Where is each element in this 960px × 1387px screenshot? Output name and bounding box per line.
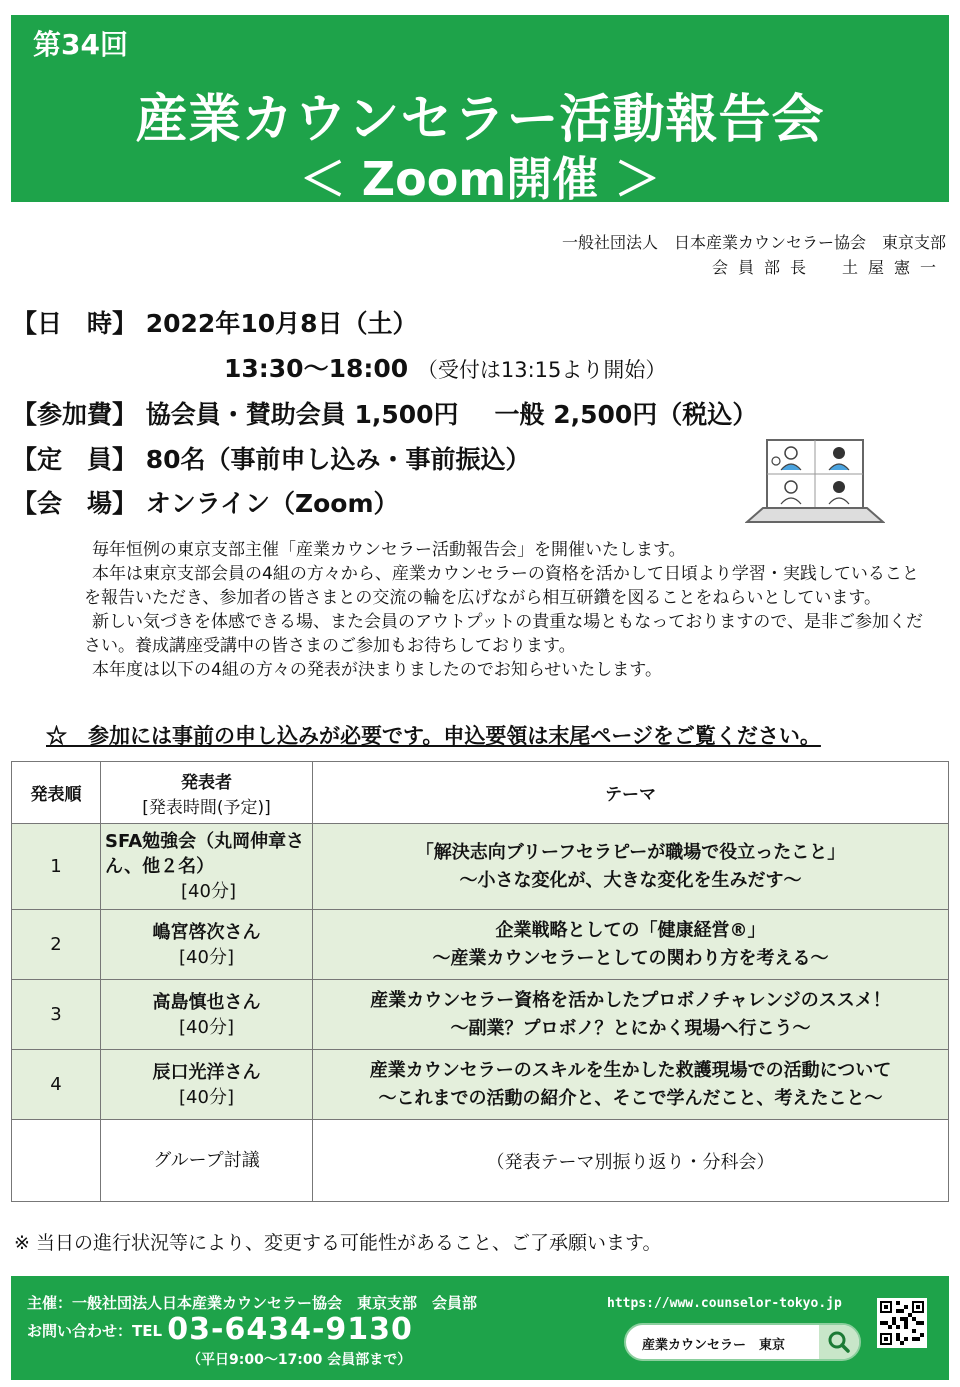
capacity-value: 80名（事前申し込み・事前振込） [145,445,531,474]
registration-notice: ☆ 参加には事前の申し込みが必要です。申込要領は末尾ページをご覧ください。 [46,723,821,748]
header-presenter [101,762,313,824]
row-presenter: グループ討議 [101,1120,313,1202]
theme-subtitle: ～産業カウンセラーとしての関わり方を考える～ [432,947,829,969]
header-presenter-sub: [発表時間(予定)] [142,797,271,818]
venue-label: 【会 場】 [12,489,138,518]
event-title: 産業カウンセラー活動報告会 [135,90,825,150]
footnote: ※ 当日の進行状況等により、変更する可能性があること、ご了承願います。 [14,1232,662,1254]
event-round: 第34回 [33,28,128,61]
theme-subtitle: ～小さな変化が、大きな変化を生みだす～ [459,869,802,891]
organizer-line1: 一般社団法人 日本産業カウンセラー協会 東京支部 [561,233,946,252]
contact-info [27,1312,413,1347]
theme-subtitle: ～これまでの活動の紹介と、そこで学んだこと、考えたこと～ [378,1087,883,1109]
fee-member: 協会員・賛助会員 1,500円 [145,400,459,429]
contact-label: お問い合わせ：TEL [27,1322,163,1340]
qr-code-icon[interactable] [877,1298,927,1348]
presenter-name: SFA勉強会（丸岡伸章さん、他２名） [105,831,305,877]
intro-paragraph-1: 毎年恒例の東京支部主催「産業カウンセラー活動報告会」を開催いたします。 [92,540,686,560]
row-theme [313,1050,949,1120]
search-icon [819,1325,859,1359]
row-presenter [101,980,313,1050]
search-button[interactable] [819,1325,859,1359]
row-order: 1 [12,824,101,910]
intro-paragraph-3: 新しい気づきを体感できる場、また会員のアウトプットの貴重な場ともなっておりますので、是非ご参加ください。養成講座受講中の皆さまのご参加もお待ちしております。 [84,612,923,656]
intro-text [84,538,924,682]
header-presenter-label: 発表者 [181,772,232,793]
row-presenter [101,1050,313,1120]
presenter-name: 辰口光洋さん [152,1061,261,1083]
date-row [12,304,418,340]
fee-label: 【参加費】 [12,400,138,429]
table-row [12,980,949,1050]
host-info: 主催：一般社団法人日本産業カウンセラー協会 東京支部 会員部 [27,1294,478,1312]
theme-subtitle: ～副業？プロボノ？とにかく現場へ行こう～ [450,1017,811,1039]
table-row [12,1120,949,1202]
row-order [12,1120,101,1202]
presenter-duration: [40分] [179,1086,234,1108]
intro-paragraph-4: 本年度は以下の4組の方々の発表が決まりましたのでお知らせいたします。 [92,660,662,680]
footer-banner [11,1276,949,1380]
title-banner [11,15,949,206]
row-theme: （発表テーマ別振り返り・分科会） [313,1120,949,1202]
presenter-duration: [40分] [179,946,234,968]
venue-value: オンライン（Zoom） [145,489,399,518]
fee-general: 一般 2,500円（税込） [494,400,758,429]
organizer-line2: 会員部長 土屋憲一 [711,258,946,277]
venue-row [12,484,399,520]
presenter-duration: [40分] [179,1016,234,1038]
search-box[interactable] [624,1323,861,1361]
row-order: 3 [12,980,101,1050]
row-presenter [101,824,313,910]
time-note: （受付は13:15より開始） [416,358,667,382]
table-row [12,1050,949,1120]
capacity-label: 【定 員】 [12,445,138,474]
header-theme: テーマ [313,762,949,824]
theme-title: 「解決志向ブリーフセラピーが職場で役立ったこと」 [415,841,846,863]
row-order: 2 [12,910,101,980]
theme-title: 産業カウンセラーのスキルを生かした救護現場での活動について [369,1059,892,1081]
presenter-duration: [40分] [181,881,236,902]
website-url[interactable]: https://www.counselor-tokyo.jp [607,1296,842,1311]
schedule-table [11,761,949,1202]
row-theme [313,910,949,980]
capacity-row [12,440,531,476]
contact-hours: （平日9:00～17:00 会員部まで） [187,1352,412,1368]
row-theme [313,980,949,1050]
presenter-name: 高島慎也さん [152,991,261,1013]
table-row [12,824,949,910]
intro-paragraph-2: 本年は東京支部会員の4組の方々から、産業カウンセラーの資格を活かして日頃より学習・実践していることを報告いただき、参加者の皆さまとの交流の輪を広げながら相互研鑽を図ることをねらいとしています。 [84,564,919,608]
date-value: 2022年10月8日（土） [145,309,418,338]
time-value: 13:30～18:00 [224,354,409,383]
time-row [224,349,666,385]
laptop-video-call-icon [745,438,885,524]
table-header-row [12,762,949,824]
qr-code-graphic [880,1301,924,1345]
row-theme [313,824,949,910]
theme-title: 企業戦略としての「健康経営®」 [495,919,766,941]
row-presenter [101,910,313,980]
phone-number[interactable]: 03-6434-9130 [167,1312,413,1347]
theme-title: 産業カウンセラー資格を活かしたプロボノチャレンジのススメ！ [370,989,891,1011]
organizer-info [562,230,946,280]
event-subtitle: ＜ Zoom開催 ＞ [299,152,661,206]
presenter-name: 嶋宮啓次さん [152,921,261,943]
row-order: 4 [12,1050,101,1120]
date-label: 【日 時】 [12,309,138,338]
fee-row [12,395,757,431]
header-order: 発表順 [12,762,101,824]
search-query: 産業カウンセラー 東京 [642,1338,786,1353]
table-row [12,910,949,980]
